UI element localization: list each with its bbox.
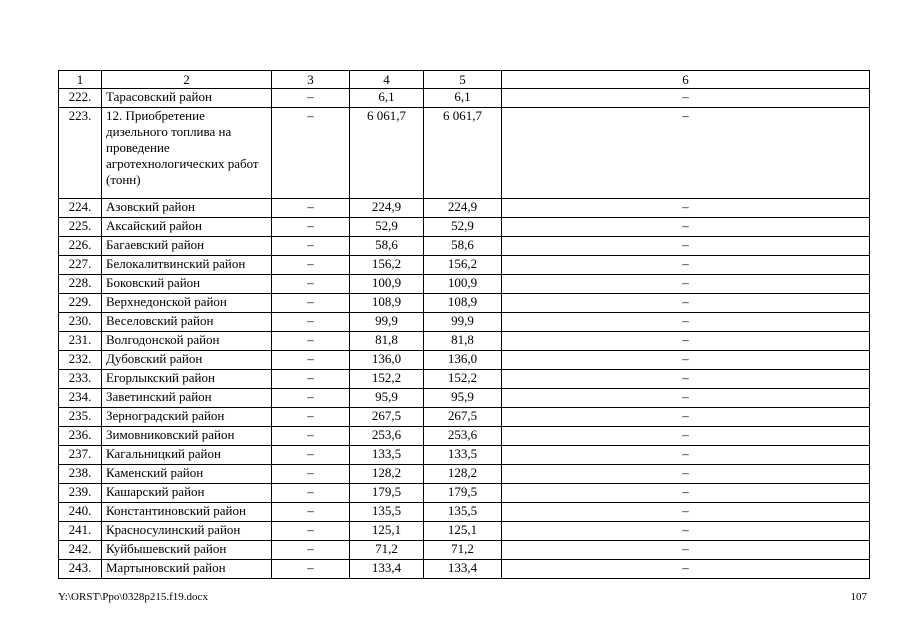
table-cell: 179,5 (350, 484, 424, 503)
table-cell: Егорлыкский район (102, 370, 272, 389)
table-cell: 133,5 (350, 446, 424, 465)
table-cell: 233. (59, 370, 102, 389)
table-cell: – (272, 408, 350, 427)
table-cell: 81,8 (350, 332, 424, 351)
table-cell: – (502, 332, 870, 351)
table-cell: – (502, 522, 870, 541)
table-cell: – (272, 108, 350, 199)
table-cell: – (502, 218, 870, 237)
data-table (58, 70, 870, 579)
table-cell: 135,5 (424, 503, 502, 522)
table-cell: Верхнедонской район (102, 294, 272, 313)
table-cell: – (502, 256, 870, 275)
table-cell: 6 061,7 (350, 108, 424, 199)
table-cell: Заветинский район (102, 389, 272, 408)
table-cell: Зимовниковский район (102, 427, 272, 446)
table-row (59, 256, 870, 275)
table-cell: – (502, 199, 870, 218)
table-cell: 100,9 (350, 275, 424, 294)
table-cell: – (502, 560, 870, 579)
table-row (59, 522, 870, 541)
table-cell: – (502, 465, 870, 484)
table-cell: – (272, 389, 350, 408)
table-cell: – (502, 389, 870, 408)
table-cell: – (272, 89, 350, 108)
table-cell: – (272, 503, 350, 522)
table-cell: 267,5 (424, 408, 502, 427)
table-cell: 81,8 (424, 332, 502, 351)
table-cell: 228. (59, 275, 102, 294)
table-row (59, 465, 870, 484)
table-row (59, 370, 870, 389)
table-cell: – (272, 294, 350, 313)
table-body (59, 89, 870, 579)
table-cell: 224,9 (424, 199, 502, 218)
table-cell: Аксайский район (102, 218, 272, 237)
header-cell-4: 4 (350, 71, 424, 89)
table-row (59, 446, 870, 465)
table-cell: – (272, 541, 350, 560)
table-cell: 52,9 (424, 218, 502, 237)
footer-file-path: Y:\ORST\Ppo\0328p215.f19.docx (58, 591, 208, 603)
table-cell: 225. (59, 218, 102, 237)
table-cell: 100,9 (424, 275, 502, 294)
table-row (59, 389, 870, 408)
table-cell: – (502, 313, 870, 332)
table-cell: – (502, 370, 870, 389)
table-row (59, 108, 870, 199)
table-cell: 229. (59, 294, 102, 313)
table-cell: – (502, 294, 870, 313)
table-cell: – (502, 408, 870, 427)
table-cell: 232. (59, 351, 102, 370)
table-cell: – (272, 370, 350, 389)
table-cell: Веселовский район (102, 313, 272, 332)
table-row (59, 503, 870, 522)
table-cell: 152,2 (424, 370, 502, 389)
table-cell: 241. (59, 522, 102, 541)
table-cell: Белокалитвинский район (102, 256, 272, 275)
footer-page-number: 107 (850, 591, 867, 603)
table-cell: 237. (59, 446, 102, 465)
table-row (59, 313, 870, 332)
table-cell: Багаевский район (102, 237, 272, 256)
table-cell: 58,6 (350, 237, 424, 256)
table-row (59, 408, 870, 427)
table-cell: – (502, 89, 870, 108)
table-row (59, 427, 870, 446)
table-cell: 242. (59, 541, 102, 560)
table-cell: 6,1 (350, 89, 424, 108)
table-cell: 238. (59, 465, 102, 484)
table-cell: 71,2 (424, 541, 502, 560)
table-cell: 95,9 (350, 389, 424, 408)
table-cell: Красносулинский район (102, 522, 272, 541)
header-cell-2: 2 (102, 71, 272, 89)
table-row (59, 199, 870, 218)
table-cell: 152,2 (350, 370, 424, 389)
table-cell: 71,2 (350, 541, 424, 560)
table-cell: – (272, 313, 350, 332)
table-cell: Азовский район (102, 199, 272, 218)
table-cell: 231. (59, 332, 102, 351)
table-cell: 230. (59, 313, 102, 332)
table-cell: 12. Приобретение дизельного топлива на проведение агротехнологических работ (тонн) (102, 108, 272, 199)
table-cell: 99,9 (350, 313, 424, 332)
table-cell: 95,9 (424, 389, 502, 408)
table-cell: 224,9 (350, 199, 424, 218)
table-cell: – (502, 108, 870, 199)
table-cell: 133,4 (350, 560, 424, 579)
table-cell: – (272, 332, 350, 351)
table-row (59, 218, 870, 237)
table-cell: – (272, 446, 350, 465)
table-row (59, 89, 870, 108)
table-row (59, 351, 870, 370)
table-cell: 226. (59, 237, 102, 256)
table-cell: 179,5 (424, 484, 502, 503)
table-cell: Дубовский район (102, 351, 272, 370)
table-cell: Боковский район (102, 275, 272, 294)
table-cell: Константиновский район (102, 503, 272, 522)
table-cell: Мартыновский район (102, 560, 272, 579)
table-cell: Зерноградский район (102, 408, 272, 427)
table-cell: – (272, 522, 350, 541)
table-cell: Волгодонской район (102, 332, 272, 351)
table-cell: 236. (59, 427, 102, 446)
table-cell: – (502, 484, 870, 503)
table-row (59, 332, 870, 351)
table-cell: 243. (59, 560, 102, 579)
table-row (59, 484, 870, 503)
table-row (59, 294, 870, 313)
table-cell: 135,5 (350, 503, 424, 522)
header-cell-5: 5 (424, 71, 502, 89)
table-cell: 108,9 (424, 294, 502, 313)
table-row (59, 560, 870, 579)
table-cell: 240. (59, 503, 102, 522)
header-cell-1: 1 (59, 71, 102, 89)
table-cell: Кашарский район (102, 484, 272, 503)
table-cell: – (502, 351, 870, 370)
table-cell: – (502, 446, 870, 465)
table-cell: Тарасовский район (102, 89, 272, 108)
table-cell: 52,9 (350, 218, 424, 237)
table-cell: 6,1 (424, 89, 502, 108)
table-cell: 235. (59, 408, 102, 427)
table-cell: 133,4 (424, 560, 502, 579)
table-cell: – (272, 256, 350, 275)
table-cell: Куйбышевский район (102, 541, 272, 560)
header-row (59, 71, 870, 89)
header-cell-6: 6 (502, 71, 870, 89)
table-cell: – (272, 484, 350, 503)
table-cell: – (272, 427, 350, 446)
table-cell: 253,6 (424, 427, 502, 446)
table-cell: – (272, 275, 350, 294)
table-cell: – (502, 541, 870, 560)
table-cell: 224. (59, 199, 102, 218)
table-cell: 227. (59, 256, 102, 275)
table-cell: 58,6 (424, 237, 502, 256)
table-cell: 267,5 (350, 408, 424, 427)
table-cell: 125,1 (350, 522, 424, 541)
table-cell: 239. (59, 484, 102, 503)
table-cell: 125,1 (424, 522, 502, 541)
table-cell: 234. (59, 389, 102, 408)
table-cell: Кагальницкий район (102, 446, 272, 465)
table-cell: 156,2 (424, 256, 502, 275)
table-cell: 222. (59, 89, 102, 108)
table-cell: – (272, 199, 350, 218)
table-cell: – (272, 351, 350, 370)
table-row (59, 541, 870, 560)
table-cell: 136,0 (424, 351, 502, 370)
table-cell: – (272, 237, 350, 256)
table-cell: 99,9 (424, 313, 502, 332)
table-cell: Каменский район (102, 465, 272, 484)
header-cell-3: 3 (272, 71, 350, 89)
table-cell: 136,0 (350, 351, 424, 370)
table-cell: 156,2 (350, 256, 424, 275)
table-cell: 223. (59, 108, 102, 199)
table-cell: 253,6 (350, 427, 424, 446)
table-cell: – (502, 275, 870, 294)
table-row (59, 275, 870, 294)
table-cell: 128,2 (424, 465, 502, 484)
table-cell: 108,9 (350, 294, 424, 313)
table-cell: – (502, 427, 870, 446)
table-row (59, 237, 870, 256)
table-cell: 133,5 (424, 446, 502, 465)
table-cell: – (502, 237, 870, 256)
table-cell: 128,2 (350, 465, 424, 484)
table-cell: – (272, 218, 350, 237)
table-cell: – (272, 465, 350, 484)
table-cell: – (272, 560, 350, 579)
table-cell: – (502, 503, 870, 522)
table-cell: 6 061,7 (424, 108, 502, 199)
